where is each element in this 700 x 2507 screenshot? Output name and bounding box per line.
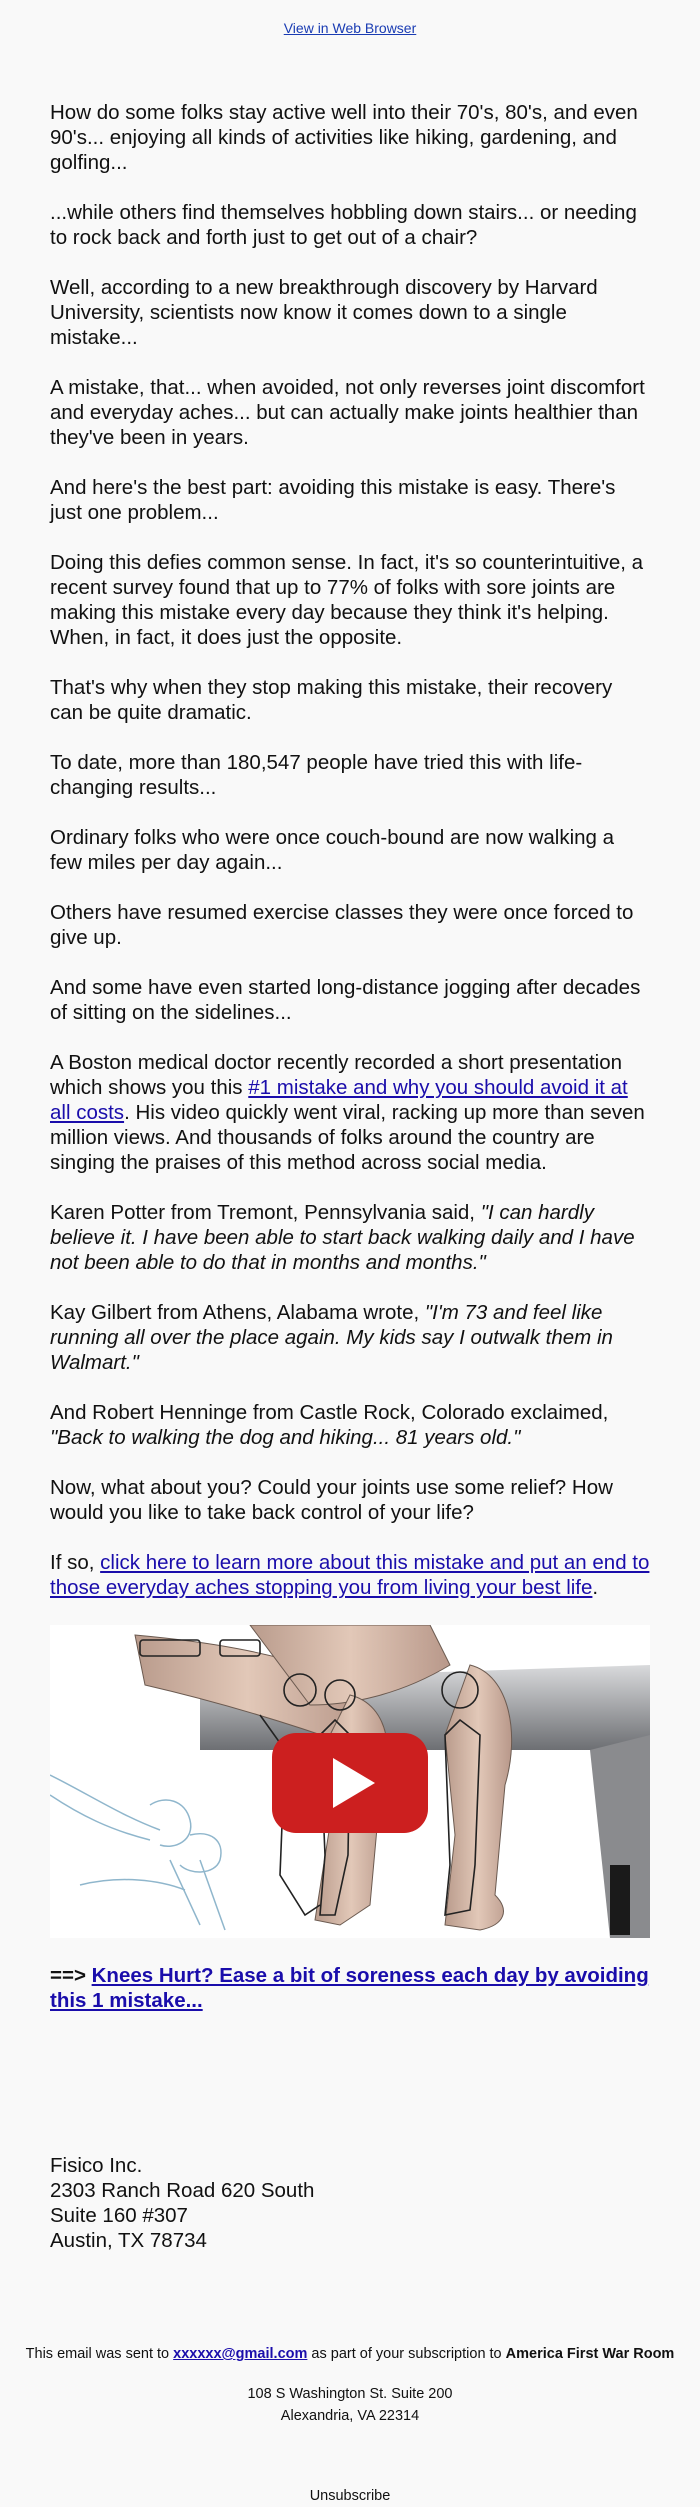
company-address [50, 2153, 650, 2253]
cta-arrow: ==> [50, 1964, 92, 1987]
recipient-email-link[interactable]: xxxxxx@gmail.com [173, 2346, 308, 2362]
address-street: 2303 Ranch Road 620 South [50, 2179, 315, 2202]
play-button-icon [272, 1733, 428, 1833]
testimonial [50, 1300, 650, 1375]
paragraph-text: A Boston medical doctor recently recorded a short presentation which shows you this [50, 1051, 623, 1099]
testimonial-author: Karen Potter from Tremont, Pennsylvania said, [50, 1201, 481, 1224]
paragraph: How do some folks stay active well into their 70's, 80's, and even 90's... enjoying all kinds of activities like hiking, gardening, and golfing... [50, 101, 638, 174]
subscription-notice [0, 2343, 700, 2365]
unsubscribe-link[interactable]: Unsubscribe [309, 2488, 391, 2504]
paragraph-text: If so, [50, 1551, 101, 1574]
company-name: Fisico Inc. [50, 2154, 143, 2177]
paragraph: And some have even started long-distance jogging after decades of sitting on the sidelines... [50, 976, 641, 1024]
paragraph: That's why when they stop making this mistake, their recovery can be quite dramatic. [50, 676, 613, 724]
paragraph: Now, what about you? Could your joints use some relief? How would you like to take back control of your life? [50, 1476, 613, 1524]
address-suite: Suite 160 #307 [50, 2204, 188, 2227]
list-name: America First War Room [505, 2346, 675, 2362]
paragraph: Doing this defies common sense. In fact, it's so counterintuitive, a recent survey found that up to 77% of folks with sore joints are making this mistake every day because they think it's helping. When, in fact, it does just the opposite. [50, 551, 644, 649]
paragraph: To date, more than 180,547 people have tried this with life-changing results... [50, 751, 583, 799]
testimonial-quote: "Back to walking the dog and hiking... 81 years old." [50, 1426, 521, 1449]
paragraph: A mistake, that... when avoided, not only reverses joint discomfort and everyday aches... but can actually make joints healthier than they've been in years. [50, 376, 645, 449]
notice-text: as part of your subscription to [307, 2346, 506, 2362]
testimonial-author: And Robert Henninge from Castle Rock, Colorado exclaimed, [50, 1401, 609, 1424]
footer-address-line: Alexandria, VA 22314 [280, 2408, 420, 2424]
testimonial [50, 1400, 650, 1450]
email-footer [0, 2343, 700, 2507]
testimonial-quote: "I'm 73 and feel like running all over the place again. My kids say I outwalk them in Walmart." [50, 1301, 613, 1374]
mistake-link[interactable]: #1 mistake and why you should avoid it at all costs [50, 1076, 628, 1124]
paragraph-text: . His video quickly went viral, racking up more than seven million views. And thousands of folks around the country are singing the praises of this method across social media. [50, 1101, 645, 1174]
paragraph-text: . [592, 1576, 599, 1599]
address-city: Austin, TX 78734 [50, 2229, 207, 2252]
view-in-browser-bar [0, 0, 700, 60]
paragraph: Well, according to a new breakthrough discovery by Harvard University, scientists now know it comes down to a single mistake... [50, 276, 598, 349]
video-thumbnail[interactable] [50, 1625, 650, 1938]
cta-line [50, 1963, 650, 2013]
email-body [50, 100, 650, 2013]
notice-text: This email was sent to [25, 2346, 174, 2362]
cta-link[interactable]: Knees Hurt? Ease a bit of soreness each day by avoiding this 1 mistake... [50, 1964, 649, 2012]
testimonial-quote: "I can hardly believe it. I have been able to start back walking daily and I have not been able to do that in months and months." [50, 1201, 635, 1274]
knee-illustration [50, 1625, 650, 1938]
learn-more-link[interactable]: click here to learn more about this mistake and put an end to those everyday aches stopping you from living your best life [50, 1551, 650, 1599]
testimonial [50, 1200, 650, 1275]
paragraph-with-link [50, 1050, 650, 1175]
testimonial-author: Kay Gilbert from Athens, Alabama wrote, [50, 1301, 425, 1324]
footer-address-line: 108 S Washington St. Suite 200 [247, 2386, 453, 2402]
paragraph: Ordinary folks who were once couch-bound are now walking a few miles per day again... [50, 826, 615, 874]
unsubscribe-row [0, 2485, 700, 2507]
paragraph-with-link [50, 1550, 650, 1600]
view-in-browser-link[interactable]: View in Web Browser [283, 20, 417, 36]
paragraph: And here's the best part: avoiding this mistake is easy. There's just one problem... [50, 476, 616, 524]
paragraph: Others have resumed exercise classes they were once forced to give up. [50, 901, 634, 949]
paragraph: ...while others find themselves hobbling down stairs... or needing to rock back and forth just to get out of a chair? [50, 201, 637, 249]
